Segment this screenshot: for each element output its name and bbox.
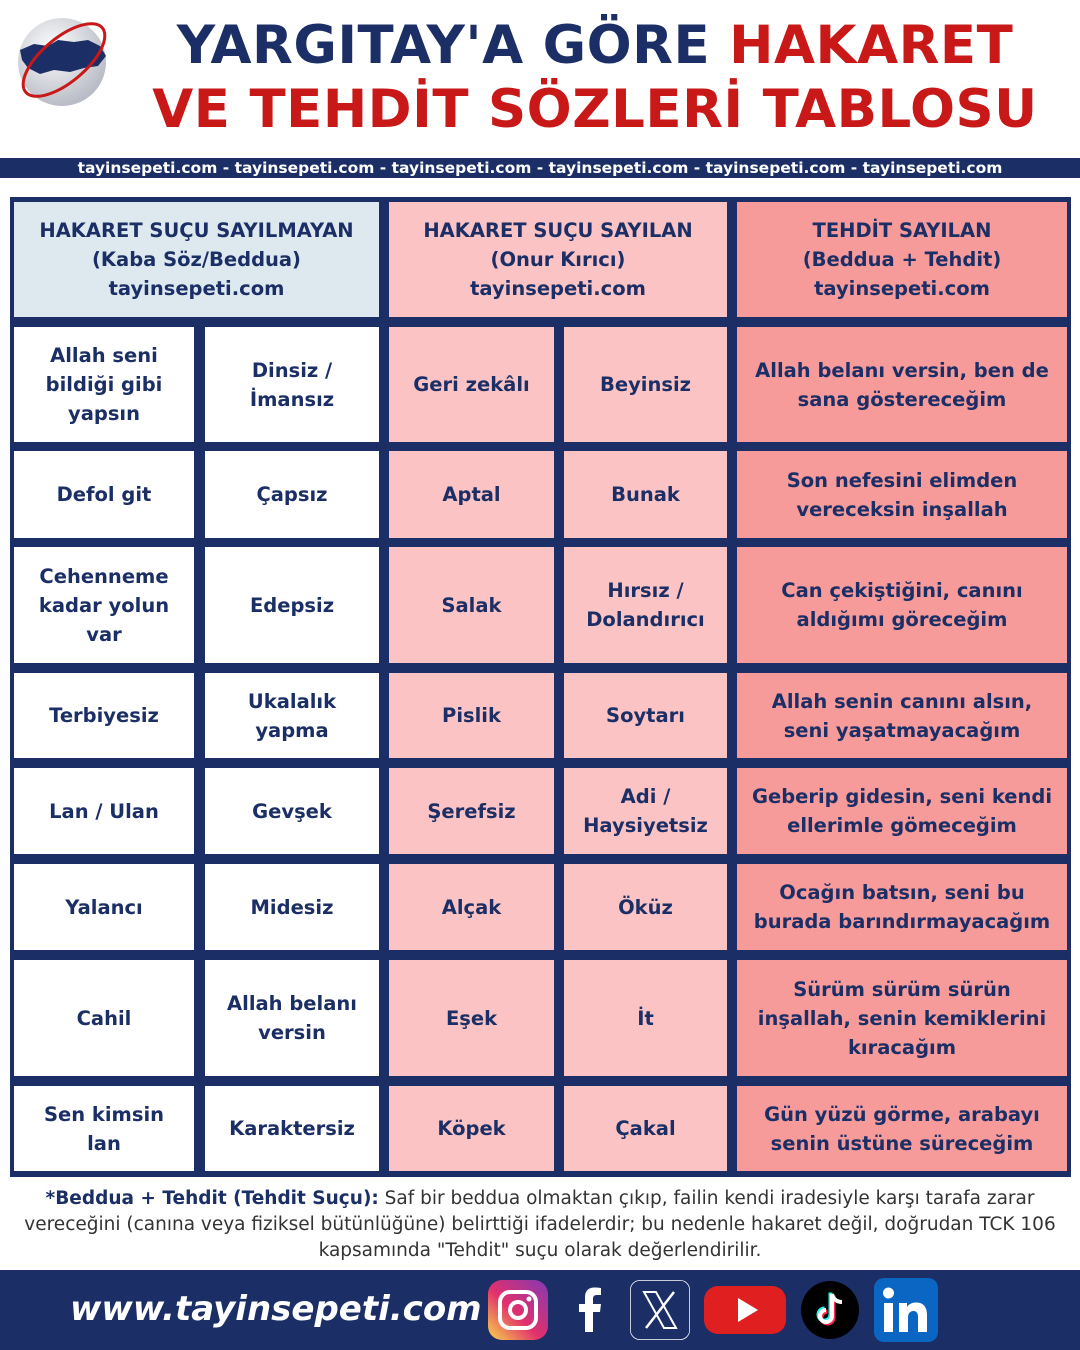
- table-cell: [205, 547, 379, 663]
- footnote-text: Saf bir beddua olmaktan çıkıp, failin kendi iradesiyle karşı tarafa zarar vereceğini (canına veya fiziksel bütünlüğüne) belirttiği ifadelerdir; bu nedenle hakaret değil, doğrudan TCK 106 kapsamında "Tehdit" suçu olarak değerlendirilir.: [24, 1188, 1056, 1261]
- table-cell: [564, 960, 727, 1076]
- title-part-navy: YARGITAY'A GÖRE: [176, 15, 730, 76]
- table-cell: [389, 864, 554, 950]
- globe-turkey-logo: [14, 10, 114, 110]
- cell-text: Allah belanı versin, ben de sana göstereceğim: [755, 358, 1049, 411]
- table-cell: [564, 768, 727, 854]
- cell-text: Soytarı: [606, 704, 685, 727]
- table-cell: [564, 547, 727, 663]
- words-table: [10, 197, 1071, 1177]
- cell-text: Köpek: [437, 1117, 506, 1140]
- table-cell: [14, 327, 194, 442]
- table-cell: [14, 547, 194, 663]
- cell-text: Salak: [441, 593, 502, 617]
- cell-text: Pislik: [442, 704, 501, 727]
- website-strip: tayinsepeti.com - tayinsepeti.com - tayinsepeti.com - tayinsepeti.com - tayinsepeti.com - tayinsepeti.com: [0, 158, 1080, 178]
- cell-text: Edepsiz: [249, 593, 335, 617]
- cell-text: Son nefesini elimden vereceksin inşallah: [786, 468, 1018, 521]
- cell-text: Cahil: [76, 1006, 132, 1030]
- title-part-red: HAKARET: [729, 15, 1014, 76]
- cell-text: Terbiyesiz: [49, 704, 159, 727]
- column-header-3: [737, 202, 1067, 317]
- youtube-icon[interactable]: [702, 1280, 788, 1340]
- table-cell: [205, 864, 379, 950]
- header: [0, 0, 1080, 158]
- facebook-icon[interactable]: [560, 1280, 620, 1340]
- cell-text: Aptal: [442, 483, 501, 506]
- title-line-2: VE TEHDİT SÖZLERİ TABLOSU: [152, 79, 1038, 140]
- table-cell: [389, 673, 554, 758]
- footnote-label: *Beddua + Tehdit (Tehdit Suçu):: [45, 1188, 379, 1209]
- column-site: tayinsepeti.com: [814, 277, 990, 300]
- cell-text: Geberip gidesin, seni kendi ellerimle gömeceğim: [751, 785, 1053, 837]
- instagram-icon[interactable]: [488, 1280, 548, 1340]
- cell-text: Karaktersiz: [229, 1117, 355, 1140]
- cell-text: Adi / Haysiyetsiz: [583, 785, 708, 837]
- table-cell: [737, 768, 1067, 854]
- table-cell: [737, 547, 1067, 663]
- cell-text: Allah seni bildiği gibi yapsın: [45, 344, 163, 425]
- table-cell: [737, 673, 1067, 758]
- cell-text: Can çekiştiğini, canını aldığımı göreceğim: [781, 579, 1023, 631]
- cell-text: Allah belanı versin: [227, 992, 357, 1044]
- table-cell: [564, 864, 727, 950]
- cell-text: Dinsiz / İmansız: [249, 358, 335, 411]
- table-cell: [737, 451, 1067, 538]
- cell-text: Ocağın batsın, seni bu burada barındırmayacağım: [753, 881, 1051, 933]
- cell-text: Sürüm sürüm sürün inşallah, senin kemiklerini kıracağım: [757, 977, 1047, 1059]
- footer-url[interactable]: www.tayinsepeti.com: [70, 1289, 482, 1329]
- table-cell: [737, 864, 1067, 950]
- column-title: HAKARET SUÇU SAYILAN: [423, 219, 693, 242]
- table-cell: [564, 673, 727, 758]
- cell-text: Defol git: [56, 483, 152, 506]
- page-title: [120, 14, 1070, 142]
- table-cell: [564, 327, 727, 442]
- table-cell: [205, 960, 379, 1076]
- cell-text: Geri zekâlı: [413, 373, 530, 396]
- table-cell: [389, 960, 554, 1076]
- column-header-1: [14, 202, 379, 317]
- table-cell: [737, 1086, 1067, 1171]
- cell-text: Lan / Ulan: [49, 799, 159, 823]
- column-header-2: [389, 202, 727, 317]
- table-cell: [389, 768, 554, 854]
- column-subtitle: (Kaba Söz/Beddua): [92, 248, 301, 271]
- table-cell: [389, 327, 554, 442]
- cell-text: Cehenneme kadar yolun var: [38, 564, 170, 646]
- table-cell: [564, 1086, 727, 1171]
- table-cell: [737, 327, 1067, 442]
- linkedin-icon[interactable]: [874, 1278, 938, 1342]
- column-site: tayinsepeti.com: [470, 277, 646, 300]
- table-cell: [14, 960, 194, 1076]
- column-title: HAKARET SUÇU SAYILMAYAN: [39, 219, 354, 242]
- column-subtitle: (Beddua + Tehdit): [802, 248, 1002, 271]
- table-cell: [205, 451, 379, 538]
- cell-text: Allah senin canını alsın, seni yaşatmayacağım: [771, 689, 1033, 742]
- cell-text: Çapsız: [256, 483, 328, 506]
- cell-text: Eşek: [445, 1006, 498, 1030]
- cell-text: Yalancı: [65, 895, 143, 919]
- column-title: TEHDİT SAYILAN: [812, 219, 992, 242]
- cell-text: Alçak: [441, 895, 502, 919]
- cell-text: Öküz: [618, 895, 673, 919]
- cell-text: Ukalalık yapma: [247, 689, 337, 742]
- table-cell: [205, 327, 379, 442]
- cell-text: Sen kimsin lan: [43, 1102, 165, 1155]
- cell-text: Beyinsiz: [599, 373, 691, 396]
- table-cell: [14, 451, 194, 538]
- cell-text: Gevşek: [252, 799, 332, 823]
- cell-text: Midesiz: [250, 895, 334, 919]
- cell-text: Şerefsiz: [427, 799, 516, 823]
- table-cell: [564, 451, 727, 538]
- column-subtitle: (Onur Kırıcı): [490, 248, 626, 271]
- footer-bar: [0, 1270, 1080, 1350]
- table-cell: [389, 1086, 554, 1171]
- cell-text: Çakal: [615, 1117, 676, 1140]
- table-cell: [205, 673, 379, 758]
- table-cell: [14, 673, 194, 758]
- column-site: tayinsepeti.com: [108, 277, 285, 300]
- table-cell: [14, 864, 194, 950]
- table-cell: [205, 1086, 379, 1171]
- table-cell: [389, 547, 554, 663]
- table-cell: [14, 768, 194, 854]
- cell-text: Hırsız / Dolandırıcı: [586, 579, 705, 631]
- table-cell: [205, 768, 379, 854]
- table-cell: [389, 451, 554, 538]
- cell-text: Bunak: [611, 483, 680, 506]
- table-cell: [737, 960, 1067, 1076]
- footnote: [10, 1186, 1070, 1264]
- x-icon[interactable]: [630, 1280, 690, 1340]
- table-cell: [14, 1086, 194, 1171]
- cell-text: İt: [637, 1006, 654, 1030]
- tiktok-icon[interactable]: [800, 1280, 860, 1340]
- cell-text: Gün yüzü görme, arabayı senin üstüne süreceğim: [764, 1102, 1040, 1155]
